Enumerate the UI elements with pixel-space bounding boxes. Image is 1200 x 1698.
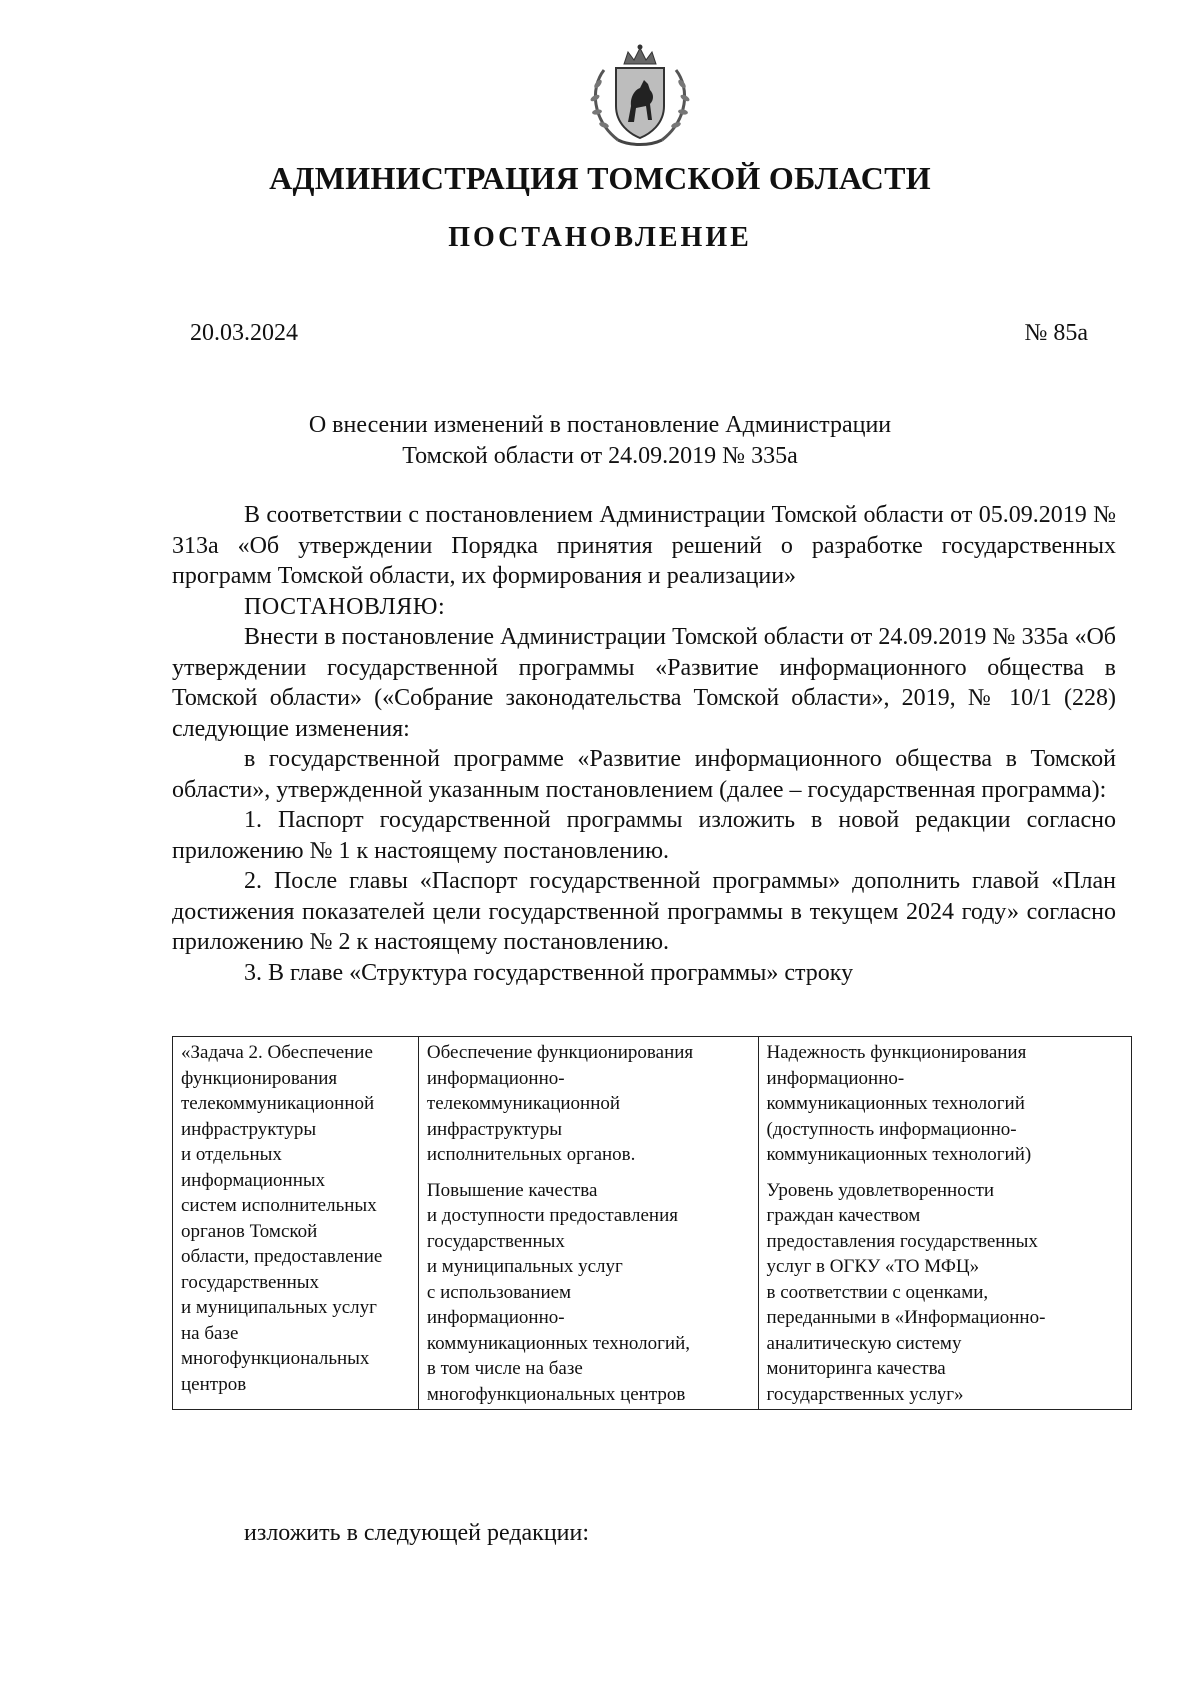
result-cell: Повышение качества и доступности предоставления государственных и муниципальных услуг с использованием информационно- коммуникационных технологий, в том числе на базе многофункциональных центров (418, 1170, 758, 1410)
item-3-paragraph: 3. В главе «Структура государственной программы» строку (244, 959, 854, 986)
structure-table (172, 1036, 1132, 1410)
document-number: № 85а (1024, 320, 1088, 346)
amendment-paragraph: Внести в постановление Администрации Томской области от 24.09.2019 № 335а «Об утверждении государственной программы «Развитие информационного общества в Томской области» («Собрание законодательства Томской области», 2019, № 10/1 (228) следующие изменения: (172, 624, 1116, 742)
decree-word: ПОСТАНОВЛЯЮ: (244, 593, 446, 620)
coat-of-arms-icon (584, 40, 696, 152)
document-type: ПОСТАНОВЛЕНИЕ (448, 222, 752, 253)
document-subject (0, 410, 1200, 472)
closing-phrase: изложить в следующей редакции: (244, 1520, 590, 1546)
indicator-cell: Уровень удовлетворенности граждан качеством предоставления государственных услуг в ОГКУ «ТО МФЦ» в соответствии с оценками, переданными в «Информационно- аналитическую систему мониторинга качества государственных услуг» (758, 1170, 1131, 1410)
preamble-paragraph: В соответствии с постановлением Администрации Томской области от 05.09.2019 № 313а «Об утверждении Порядка принятия решений о разработке государственных программ Томской области, их формирования и реализации» (172, 502, 1116, 589)
item-2-paragraph: 2. После главы «Паспорт государственной программы» дополнить главой «План достижения показателей цели государственной программы в текущем 2024 году» согласно приложению № 2 к настоящему постановлению. (172, 868, 1116, 955)
subject-line-1: О внесении изменений в постановление Администрации (308, 412, 892, 438)
table-row (173, 1037, 1132, 1170)
item-1-paragraph: 1. Паспорт государственной программы изложить в новой редакции согласно приложению № 1 к настоящему постановлению. (172, 807, 1116, 864)
document-body (172, 500, 1116, 988)
result-cell: Обеспечение функционирования информационно- телекоммуникационной инфраструктуры исполнительных органов. (418, 1037, 758, 1170)
subject-line-2: Томской области от 24.09.2019 № 335а (402, 443, 798, 469)
task-cell: «Задача 2. Обеспечение функционирования телекоммуникационной инфраструктуры и отдельных информационных систем исполнительных органов Томской области, предоставление государственных и муниципальных услуг на базе многофункциональных центров (173, 1037, 419, 1410)
indicator-cell: Надежность функционирования информационно- коммуникационных технологий (доступность информационно- коммуникационных технологий) (758, 1037, 1131, 1170)
document-date: 20.03.2024 (190, 320, 298, 346)
organization-title: АДМИНИСТРАЦИЯ ТОМСКОЙ ОБЛАСТИ (269, 160, 931, 196)
program-paragraph: в государственной программе «Развитие информационного общества в Томской области», утвержденной указанным постановлением (далее – государственная программа): (172, 746, 1116, 803)
